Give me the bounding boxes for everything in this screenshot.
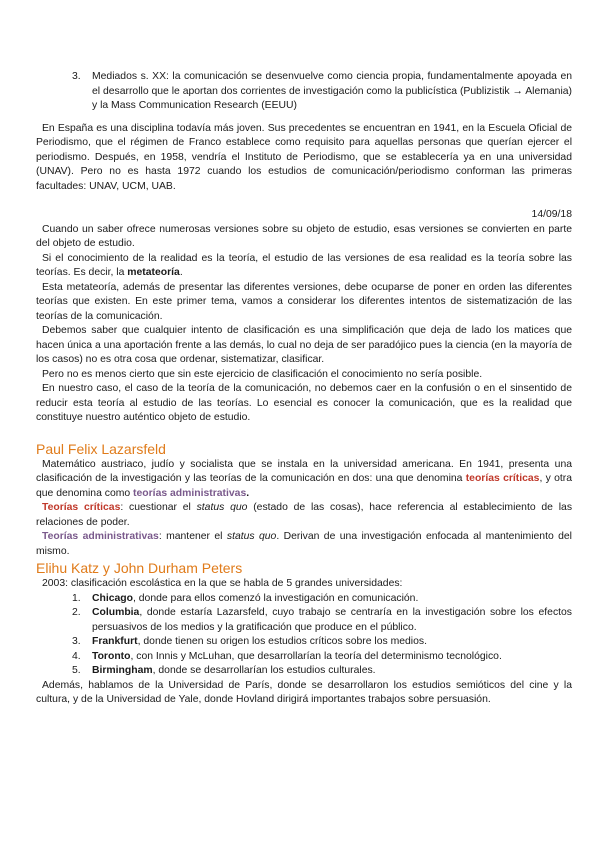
university-item-1: 1. Chicago, donde para ellos comenzó la investigación en comunicación. <box>72 592 419 604</box>
list-item-3 <box>72 70 572 114</box>
spain-paragraph: En España es una disciplina todavía más joven. Sus precedentes se encuentran en 1941, en la Escuela Oficial de Periodismo, que el régimen de Franco establece como requisito para aquellas personas que querían ejercer el periodismo. Después, en 1958, vendría el Instituto de Periodismo, que se establecería ya en una universidad (UNAV). Pero no es hasta 1972 cuando los estudios de comunicación/periodismo conforman las primeras facultades: UNAV, UCM, UAB. <box>36 122 572 192</box>
meta-paragraph-4: Debemos saber que cualquier intento de clasificación es una simplificación que deja de lado los matices que hacen única a una aportación frente a las demás, lo cual no deja de ser paradójico pues la ciencia (en la mayoría de los casos) no es otra cosa que ordenar, sistematizar, clasificar. <box>36 325 572 365</box>
meta-paragraph-3: Esta metateoría, además de presentar las diferentes versiones, debe ocuparse de poner en orden las diferentes teorías que existen. En este primer tema, vamos a considerar los diferentes intentos de sistematización de las teorías de la comunicación. <box>36 281 572 322</box>
lazarsfeld-intro: Matemático austriaco, judío y socialista que se instala en la universidad americana. En 1941, presenta una clasificación de la investigación y las teorías de la comunicación en dos: una que denomina teorías críticas, y otra que denomina como teorías administrativas. <box>36 458 572 499</box>
administrativas-definition: Teorías administrativas: mantener el status quo. Derivan de una investigación enfocada al mantenimiento del mismo. <box>36 531 572 557</box>
teorias-administrativas-term: teorías administrativas <box>133 487 247 499</box>
list-number: 3. <box>72 71 81 82</box>
university-item-3: 3. Frankfurt, donde tienen su origen los estudios críticos sobre los medios. <box>72 636 427 647</box>
metateoria-term: metateoría <box>127 267 180 278</box>
administrativas-label: Teorías administrativas <box>42 531 159 542</box>
university-item-4: 4. Toronto, con Innis y McLuhan, que desarrollarían la teoría del determinismo tecnológico. <box>72 650 502 662</box>
criticas-label: Teorías críticas <box>42 502 121 513</box>
meta-paragraph-5: Pero no es menos cierto que sin este ejercicio de clasificación el conocimiento no sería posible. <box>42 368 483 380</box>
meta-paragraph-6: En nuestro caso, el caso de la teoría de la comunicación, no debemos caer en la confusión o en el sinsentido de reducir esta teoría al estudio de las teorías. Lo esencial es conocer la comunicación, que es la realidad que constituye nuestro auténtico objeto de estudio. <box>36 383 572 423</box>
document-page <box>36 70 572 708</box>
date-stamp: 14/09/18 <box>531 209 572 220</box>
teorias-criticas-term: teorías críticas <box>465 473 540 484</box>
meta-paragraph-1: Cuando un saber ofrece numerosas versiones sobre su objeto de estudio, esas versiones se convierten en parte del objeto de estudio. <box>36 223 572 249</box>
heading-katz-peters: Elihu Katz y John Durham Peters <box>36 560 243 576</box>
heading-lazarsfeld: Paul Felix Lazarsfeld <box>36 440 166 457</box>
university-item-2: 2. Columbia, donde estaría Lazarsfeld, cuyo trabajo se centraría en la investigación sobre los efectos persuasivos de los medios y la gratificación que produce en el público. <box>72 607 572 633</box>
meta-paragraph-2: Si el conocimiento de la realidad es la teoría, el estudio de las versiones de esa realidad es la teoría sobre las teorías. Es decir, la metateoría. <box>36 252 572 278</box>
katz-closing: Además, hablamos de la Universidad de París, donde se desarrollaron los estudios semióticos del cine y la cultura, y de la Universidad de Yale, donde Hovland dirigirá importantes trabajos sobre persuasión. <box>36 679 572 705</box>
criticas-definition: Teorías críticas: cuestionar el status quo (estado de las cosas), hace referencia al establecimiento de las relaciones de poder. <box>36 502 573 528</box>
list-text: Mediados s. XX: la comunicación se desenvuelve como ciencia propia, fundamentalmente apoyada en el desarrollo que le aportan dos corrientes de investigación como la publicística (Publizistik → Alemania) y la Mass Communication Research (EEUU) <box>92 71 572 111</box>
katz-intro: 2003: clasificación escolástica en la que se habla de 5 grandes universidades: <box>42 578 403 589</box>
university-item-5: 5. Birmingham, donde se desarrollarían los estudios culturales. <box>72 665 376 676</box>
